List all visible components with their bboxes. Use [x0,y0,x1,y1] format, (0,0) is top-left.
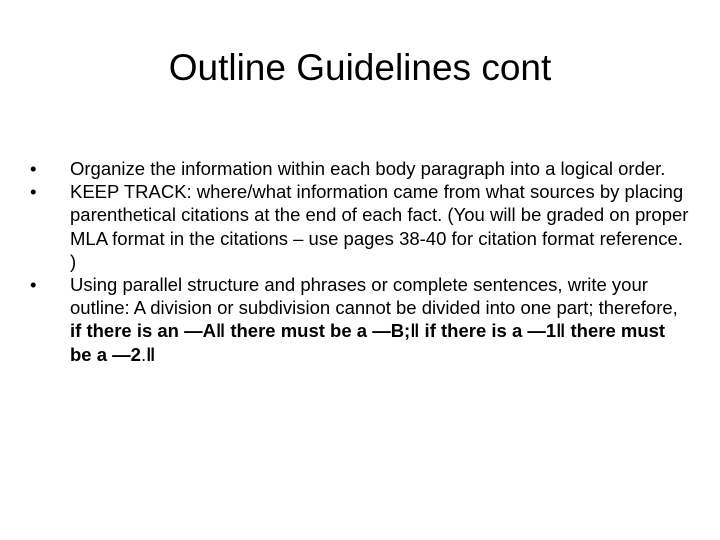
bullet-text: Using parallel structure and phrases or complete sentences, write your outline: A division or subdivision cannot be divided into one part; therefore, [70,274,678,319]
bullet-bold-close: ‖ [146,343,156,365]
bullet-icon: • [30,158,37,179]
bullet-bold-text: if there is an ―A‖ there must be a ―B;‖ if there is a ―1‖ there must be a ―2 [70,320,666,365]
bullet-list [30,157,690,366]
bullet-item-keep-track [30,180,690,273]
bullet-period: . [140,343,147,365]
bullet-item-parallel-structure [30,273,690,366]
bullet-icon: • [30,181,37,203]
bullet-item-organize [30,157,690,180]
slide-title: Outline Guidelines cont [168,47,552,88]
bullet-icon: • [30,274,37,296]
bullet-text: KEEP TRACK: where/what information came from what sources by placing parenthetical citations at the end of each fact. (You will be graded on proper MLA format in the citations – use pages 38-40 for citation format reference. ) [70,181,689,272]
bullet-text: Organize the information within each body paragraph into a logical order. [70,158,666,179]
